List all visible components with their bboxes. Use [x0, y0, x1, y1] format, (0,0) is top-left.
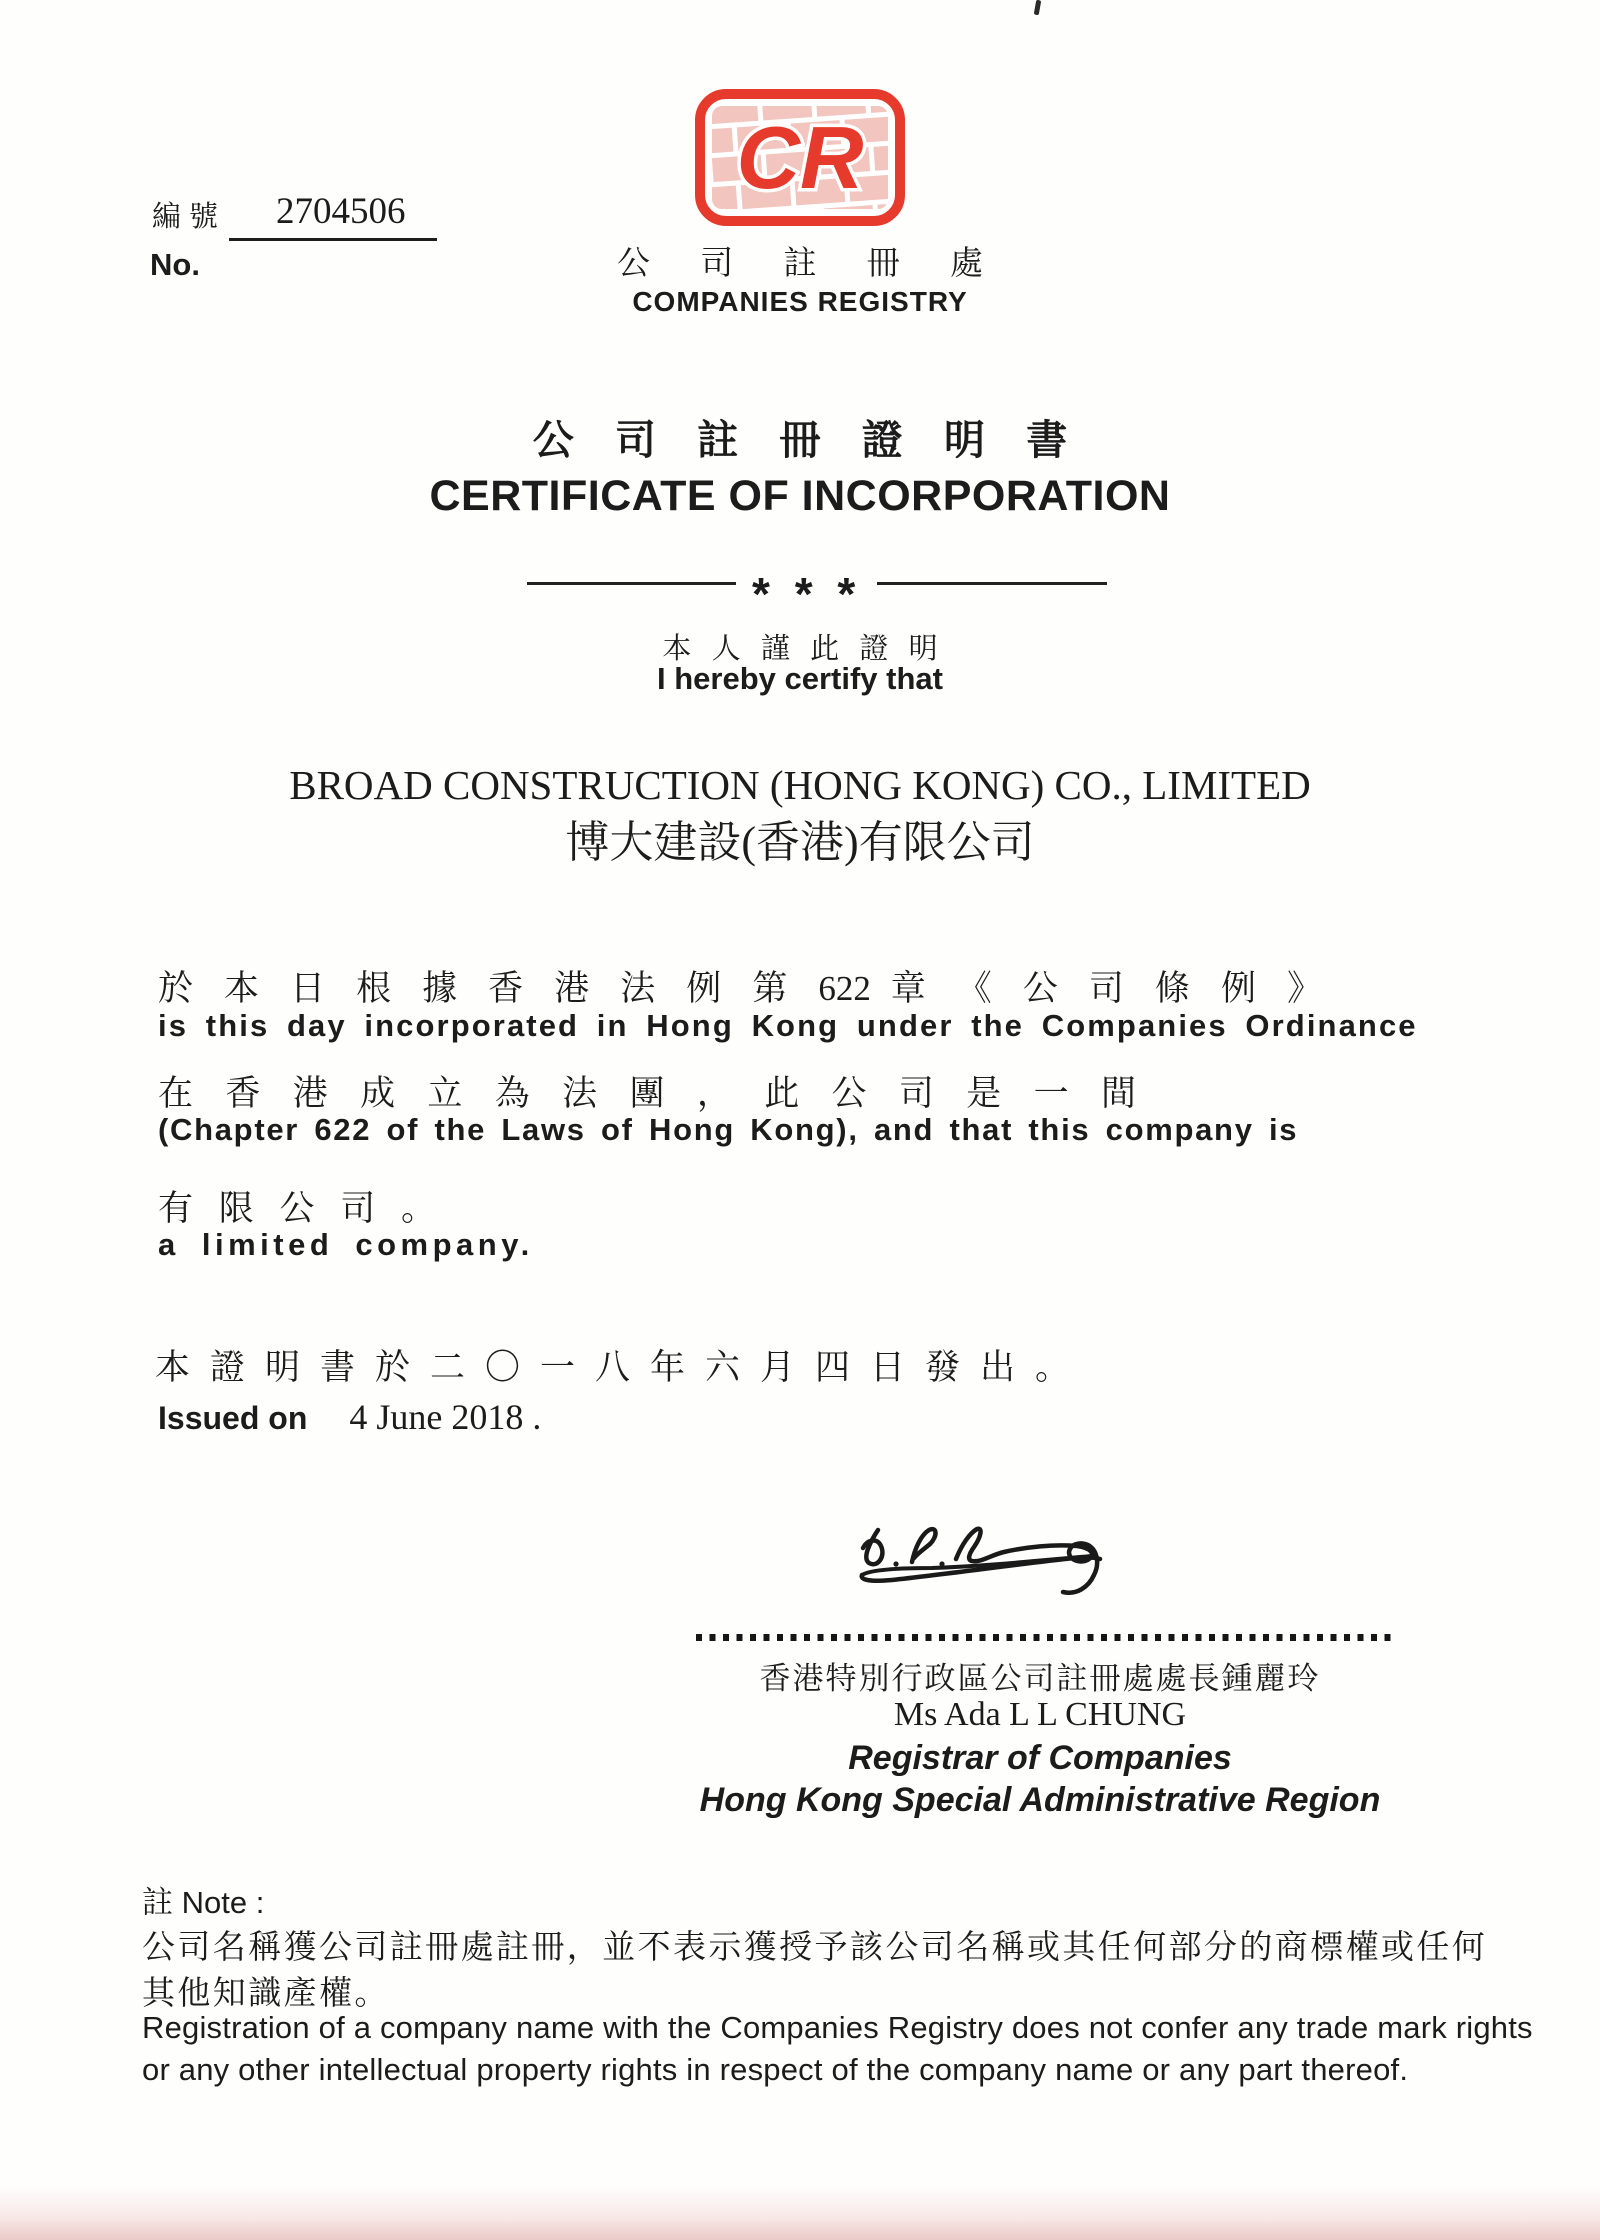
body-paragraph1-en: is this day incorporated in Hong Kong under the Companies Ordinance — [158, 1008, 1418, 1043]
divider-left-rule — [527, 582, 736, 585]
certify-statement-en: I hereby certify that — [657, 661, 943, 696]
number-label-en: No. — [150, 247, 200, 282]
note-text-zh-line1: 公司名稱獲公司註冊處註冊，並不表示獲授予該公司名稱或其任何部分的商標權或任何 — [142, 1930, 1488, 1966]
number-label-zh: 編號 — [152, 201, 227, 233]
registrar-region: Hong Kong Special Administrative Region — [699, 1781, 1381, 1819]
body-paragraph2-zh: 在 香 港 成 立 為 法 團 ， 此 公 司 是 一 間 — [158, 1074, 1136, 1113]
body-paragraph3-en: a limited company. — [158, 1227, 534, 1262]
companies-registry-logo-icon — [695, 89, 905, 231]
registrar-line-zh: 香港特別行政區公司註冊處處長鍾麗玲 — [759, 1661, 1321, 1696]
registrar-signature — [848, 1510, 1178, 1620]
title-divider — [527, 556, 1107, 620]
issued-statement-en — [158, 1396, 541, 1438]
scan-artifact-mark — [1034, 0, 1042, 15]
company-name-zh: 博大建設(香港)有限公司 — [565, 818, 1035, 867]
body-paragraph2-en: (Chapter 622 of the Laws of Hong Kong), and that this company is — [158, 1112, 1299, 1147]
company-name-en: BROAD CONSTRUCTION (HONG KONG) CO., LIMITED — [289, 762, 1311, 808]
body-paragraph1-zh: 於 本 日 根 據 香 港 法 例 第 622 章 《 公 司 條 例 》 — [158, 969, 1322, 1008]
document-title-zh: 公 司 註 冊 證 明 書 — [532, 417, 1068, 463]
issued-date: 4 June 2018 . — [349, 1397, 542, 1437]
certify-statement-zh: 本 人 謹 此 證 明 — [662, 633, 938, 665]
note-text-en-line2: or any other intellectual property rights in respect of the company name or any part thereof. — [142, 2052, 1409, 2087]
body-paragraph3-zh: 有 限 公 司 。 — [158, 1189, 437, 1228]
divider-right-rule — [877, 582, 1107, 585]
note-text-en-line1: Registration of a company name with the Companies Registry does not confer any trade mark rights — [142, 2010, 1533, 2045]
registry-name-en: COMPANIES REGISTRY — [632, 286, 968, 317]
document-title-en: CERTIFICATE OF INCORPORATION — [429, 472, 1171, 520]
signature-dotted-line — [696, 1634, 1396, 1641]
registry-name-zh: 公 司 註 冊 處 — [617, 246, 983, 282]
logo-cr-letters: CR — [736, 108, 864, 207]
registrar-title: Registrar of Companies — [848, 1739, 1232, 1777]
divider-stars: * * * — [752, 568, 862, 620]
note-label: 註 Note : — [142, 1885, 265, 1920]
issued-label: Issued on — [158, 1400, 308, 1436]
issued-statement-zh: 本 證 明 書 於 二 〇 一 八 年 六 月 四 日 發 出 。 — [155, 1348, 1070, 1387]
registrar-name: Ms Ada L L CHUNG — [893, 1696, 1187, 1733]
scan-edge-strip — [0, 2185, 1600, 2240]
number-value: 2704506 — [276, 191, 406, 232]
note-text-zh-line2: 其他知識產權。 — [142, 1976, 390, 2012]
